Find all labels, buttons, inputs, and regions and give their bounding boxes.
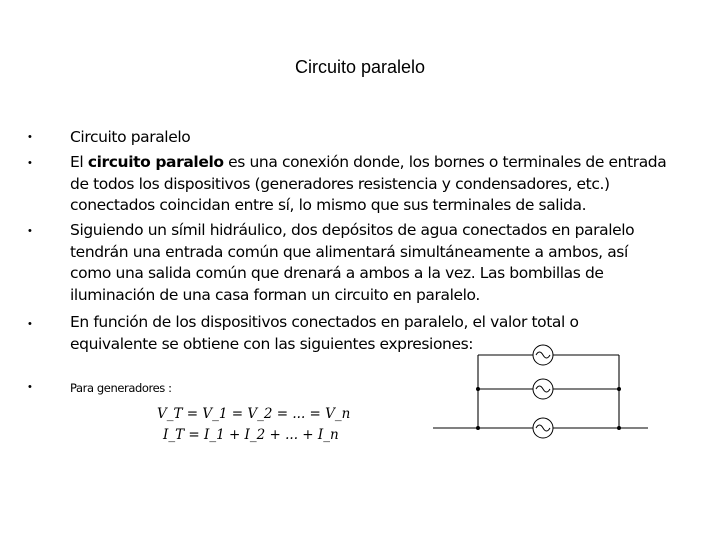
slide-title: Circuito paralelo (294, 57, 426, 77)
current-formula: I_T = I_1 + I_2 + ... + I_n (163, 427, 339, 443)
bullet-3: Siguiendo un símil hidráulico, dos depósitos de agua conectados en paralelo tendrán una entrada común que alimentará simultáneamente a ambos, así como una salida común que drenará a ambos a la vez. Las bombillas de iluminación de una casa forman un circuito en paralelo. (70, 221, 635, 304)
bullet-2-bold: circuito paralelo (87, 153, 224, 171)
bullet-4: En función de los dispositivos conectados en paralelo, el valor total o equivalente se obtiene con las siguientes expresiones: (70, 313, 579, 353)
bullet-2-pre: El (70, 153, 88, 171)
bullet-marker: • (28, 131, 32, 143)
bullet-marker: • (28, 381, 32, 393)
bullet-marker: • (28, 225, 32, 237)
bullet-1: Circuito paralelo (70, 128, 191, 146)
branch-1 (478, 345, 619, 365)
branch-3 (433, 418, 648, 438)
bullet-2-post: es una conexión donde, los bornes o terminales de entrada de todos los dispositivos (generadores resistencia y condensadores, etc.) conectados coincidan entre sí, lo mismo que sus terminales de salida. (70, 153, 667, 214)
voltage-formula: V_T = V_1 = V_2 = ... = V_n (157, 406, 351, 422)
bullet-marker: • (28, 318, 32, 330)
bullet-marker: • (28, 157, 32, 169)
bullet-5: Para generadores : (70, 381, 172, 395)
branch-2 (477, 379, 621, 399)
